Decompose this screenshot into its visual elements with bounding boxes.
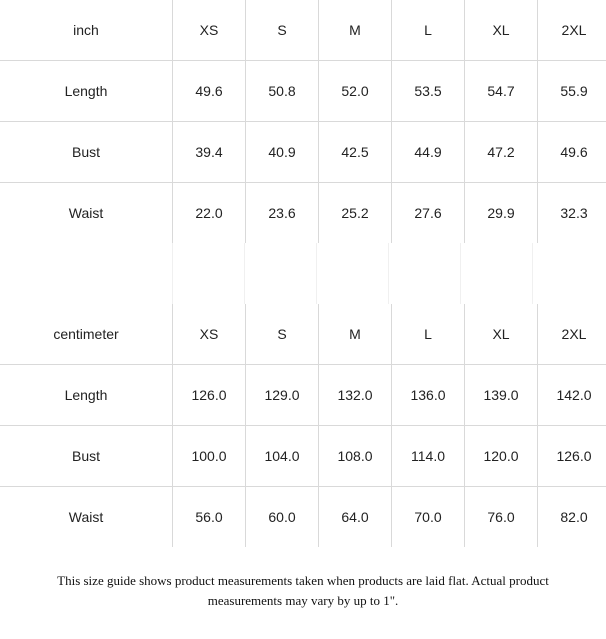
cell-waist-s: 23.6 (246, 183, 319, 244)
size-header-l: L (392, 0, 465, 61)
cell-length-l: 136.0 (392, 365, 465, 426)
footnote-line-1: This size guide shows product measurements taken when products are laid flat. Actual product (57, 573, 549, 588)
row-label-bust: Bust (0, 426, 173, 487)
size-header-2xl: 2XL (538, 0, 606, 61)
size-header-xl: XL (465, 304, 538, 365)
cell-bust-l: 44.9 (392, 122, 465, 183)
cell-bust-s: 40.9 (246, 122, 319, 183)
cell-bust-l: 114.0 (392, 426, 465, 487)
unit-header-centimeter: centimeter (0, 304, 173, 365)
table-header-row (0, 304, 606, 365)
table-header-row (0, 0, 606, 61)
table-row (0, 487, 606, 548)
table-row (0, 61, 606, 122)
size-header-xs: XS (173, 0, 246, 61)
size-header-l: L (392, 304, 465, 365)
cell-waist-m: 25.2 (319, 183, 392, 244)
table-row (0, 426, 606, 487)
table-gap (0, 243, 606, 304)
cell-length-m: 52.0 (319, 61, 392, 122)
cell-bust-2xl: 126.0 (538, 426, 606, 487)
table-row (0, 122, 606, 183)
cell-length-2xl: 142.0 (538, 365, 606, 426)
cell-bust-xl: 47.2 (465, 122, 538, 183)
row-label-length: Length (0, 365, 173, 426)
cell-length-m: 132.0 (319, 365, 392, 426)
size-header-m: M (319, 0, 392, 61)
cell-length-xs: 49.6 (173, 61, 246, 122)
cell-bust-m: 42.5 (319, 122, 392, 183)
cell-waist-m: 64.0 (319, 487, 392, 548)
row-label-length: Length (0, 61, 173, 122)
size-guide-footnote (0, 547, 606, 611)
size-table-centimeter (0, 304, 606, 547)
cell-waist-s: 60.0 (246, 487, 319, 548)
cell-waist-l: 27.6 (392, 183, 465, 244)
cell-waist-l: 70.0 (392, 487, 465, 548)
cell-waist-xl: 29.9 (465, 183, 538, 244)
footnote-line-2: measurements may vary by up to 1". (207, 593, 399, 608)
unit-header-inch: inch (0, 0, 173, 61)
row-label-waist: Waist (0, 487, 173, 548)
cell-bust-xs: 39.4 (173, 122, 246, 183)
cell-waist-2xl: 82.0 (538, 487, 606, 548)
cell-bust-xl: 120.0 (465, 426, 538, 487)
cell-bust-2xl: 49.6 (538, 122, 606, 183)
size-header-xl: XL (465, 0, 538, 61)
cell-length-xs: 126.0 (173, 365, 246, 426)
size-header-s: S (246, 304, 319, 365)
table-row (0, 365, 606, 426)
size-header-m: M (319, 304, 392, 365)
cell-length-s: 50.8 (246, 61, 319, 122)
cell-bust-xs: 100.0 (173, 426, 246, 487)
cell-waist-xs: 56.0 (173, 487, 246, 548)
size-header-2xl: 2XL (538, 304, 606, 365)
cell-waist-xl: 76.0 (465, 487, 538, 548)
cell-bust-m: 108.0 (319, 426, 392, 487)
row-label-bust: Bust (0, 122, 173, 183)
cell-waist-2xl: 32.3 (538, 183, 606, 244)
cell-length-l: 53.5 (392, 61, 465, 122)
row-label-waist: Waist (0, 183, 173, 244)
size-header-xs: XS (173, 304, 246, 365)
cell-bust-s: 104.0 (246, 426, 319, 487)
cell-length-2xl: 55.9 (538, 61, 606, 122)
cell-length-xl: 139.0 (465, 365, 538, 426)
cell-length-xl: 54.7 (465, 61, 538, 122)
cell-waist-xs: 22.0 (173, 183, 246, 244)
size-header-s: S (246, 0, 319, 61)
size-table-inch (0, 0, 606, 243)
cell-length-s: 129.0 (246, 365, 319, 426)
table-row (0, 183, 606, 244)
